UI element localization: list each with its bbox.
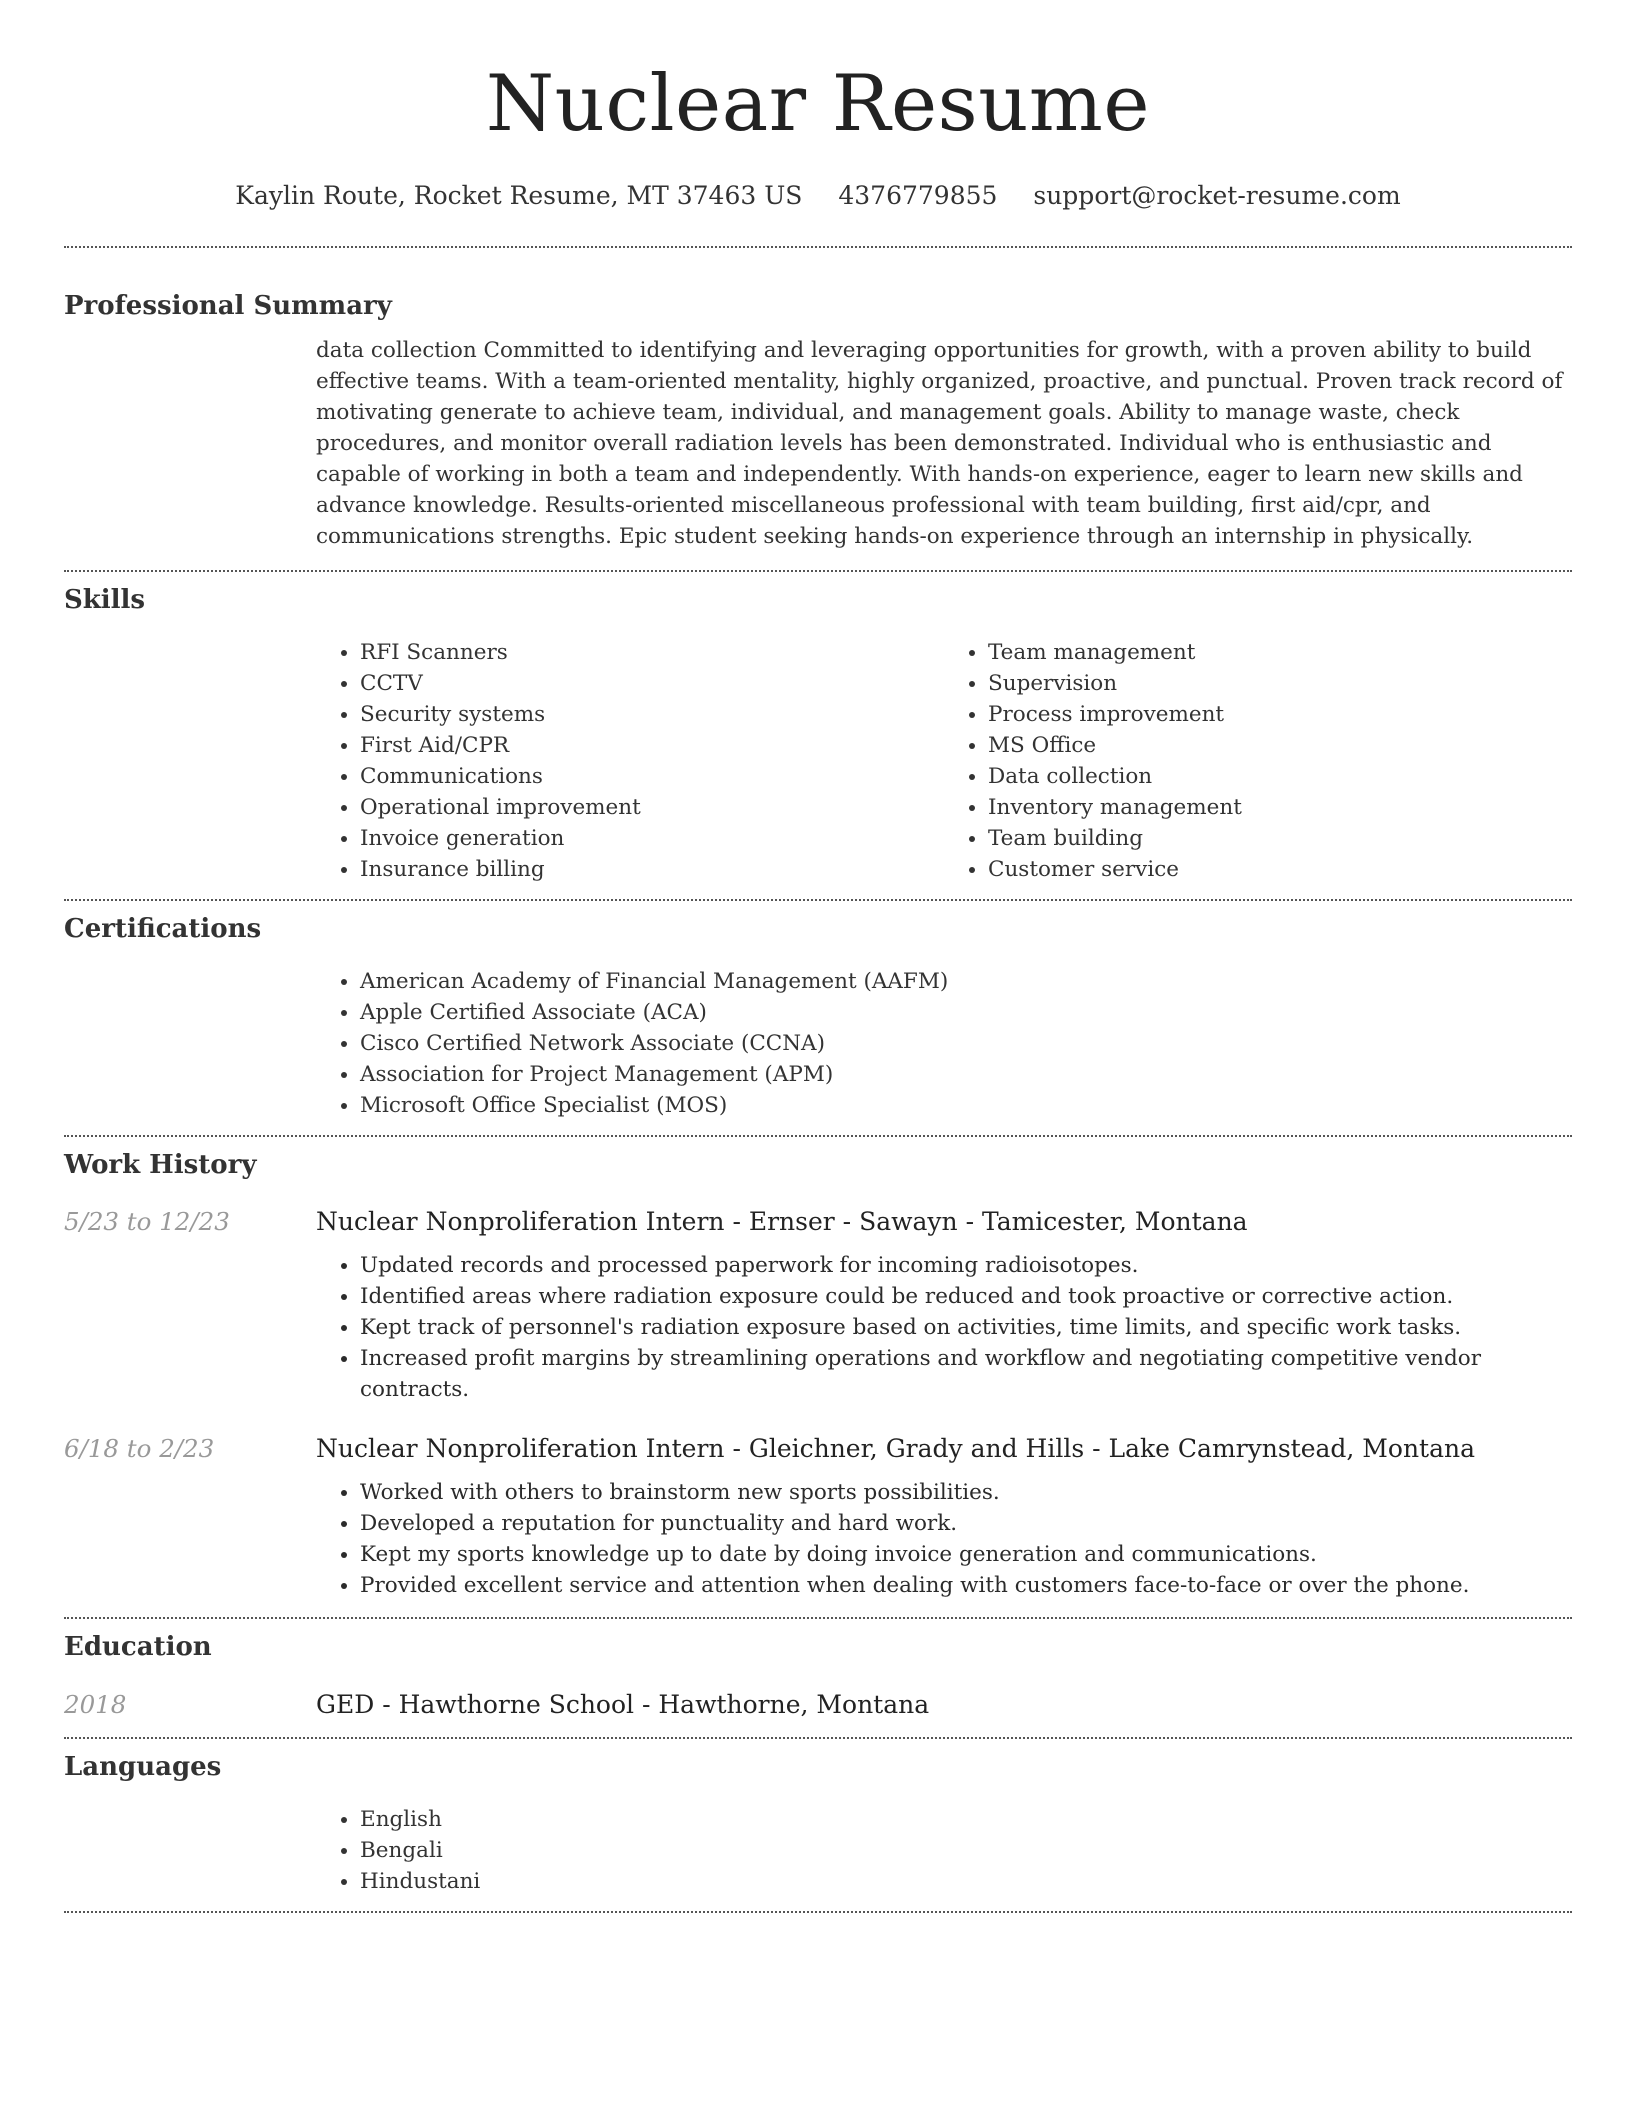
- languages-section: [64, 1739, 1572, 1897]
- list-item: • Provided excellent service and attention when dealing with customers face-to-face or over the phone.: [360, 1570, 1572, 1601]
- list-item: • Security systems: [360, 699, 944, 730]
- education-entry: [64, 1687, 1572, 1723]
- list-item: • Cisco Certified Network Associate (CCNA): [360, 1028, 1572, 1059]
- summary-section: [64, 248, 1572, 552]
- education-degree: GED - Hawthorne School - Hawthorne, Montana: [316, 1690, 930, 1719]
- list-item: • Developed a reputation for punctuality and hard work.: [360, 1508, 1572, 1539]
- list-item: • Team management: [988, 637, 1572, 668]
- languages-body: [316, 1804, 1572, 1897]
- list-item: • Identified areas where radiation exposure could be reduced and took proactive or corrective action.: [360, 1281, 1572, 1312]
- contact-line: [64, 178, 1572, 214]
- list-item: • Kept my sports knowledge up to date by doing invoice generation and communications.: [360, 1539, 1572, 1570]
- job-duties-list: [316, 1250, 1572, 1405]
- contact-email: support@rocket-resume.com: [1033, 181, 1401, 210]
- resume-name: Nuclear Resume: [485, 59, 1151, 149]
- list-item: • Process improvement: [988, 699, 1572, 730]
- job-entry: [64, 1431, 1572, 1601]
- skills-list-right: [944, 637, 1572, 885]
- job-duties: [316, 1250, 1572, 1405]
- list-item: • Operational improvement: [360, 792, 944, 823]
- job-header: [64, 1204, 1572, 1240]
- certifications-list: [316, 966, 1572, 1121]
- list-item: • Microsoft Office Specialist (MOS): [360, 1090, 1572, 1121]
- skills-heading: Skills: [64, 585, 146, 615]
- languages-heading: Languages: [64, 1752, 222, 1782]
- education-section: [64, 1619, 1572, 1723]
- job-header: [64, 1431, 1572, 1467]
- contact-address: Kaylin Route, Rocket Resume, MT 37463 US: [235, 181, 803, 210]
- list-item: • Insurance billing: [360, 854, 944, 885]
- job-title: Nuclear Nonproliferation Intern - Gleichner, Grady and Hills - Lake Camrynstead, Montana: [316, 1434, 1476, 1463]
- divider: [64, 1911, 1572, 1913]
- list-item: • CCTV: [360, 668, 944, 699]
- list-item: • Kept track of personnel's radiation exposure based on activities, time limits, and specific work tasks.: [360, 1312, 1572, 1343]
- list-item: • Worked with others to brainstorm new sports possibilities.: [360, 1477, 1572, 1508]
- job-duties-list: [316, 1477, 1572, 1601]
- skills-list-left: [316, 637, 944, 885]
- list-item: • Increased profit margins by streamlining operations and workflow and negotiating competitive vendor contracts.: [360, 1343, 1572, 1405]
- list-item: • Bengali: [360, 1835, 1572, 1866]
- list-item: • Customer service: [988, 854, 1572, 885]
- list-item: • Communications: [360, 761, 944, 792]
- list-item: • Apple Certified Associate (ACA): [360, 997, 1572, 1028]
- list-item: • English: [360, 1804, 1572, 1835]
- job-duties: [316, 1477, 1572, 1601]
- contact-phone: 4376779855: [838, 181, 998, 210]
- summary-heading: Professional Summary: [64, 291, 392, 321]
- list-item: • First Aid/CPR: [360, 730, 944, 761]
- summary-text: data collection Committed to identifying and leveraging opportunities for growth, with a proven ability to build effective teams. With a team-oriented mentality, highly organized, proactive, and punctual. Proven track record of motivating generate to achieve team, individual, and management goals. Ability to manage waste, check procedures, and monitor overall radiation levels has been demonstrated. Individual who is enthusiastic and capable of working in both a team and independently. With hands-on experience, eager to learn new skills and advance knowledge. Results-oriented miscellaneous professional with team building, first aid/cpr, and communications strengths. Epic student seeking hands-on experience through an internship in physically.: [316, 338, 1563, 549]
- list-item: • Supervision: [988, 668, 1572, 699]
- work-heading: Work History: [64, 1150, 257, 1180]
- education-year: 2018: [64, 1690, 127, 1719]
- languages-list: [316, 1804, 1572, 1897]
- work-section: [64, 1137, 1572, 1601]
- job-dates: 6/18 to 2/23: [64, 1434, 215, 1463]
- list-item: • Data collection: [988, 761, 1572, 792]
- list-item: • Updated records and processed paperwork for incoming radioisotopes.: [360, 1250, 1572, 1281]
- resume-page: [64, 0, 1572, 1913]
- job-entry: [64, 1204, 1572, 1405]
- skills-columns: [316, 637, 1572, 885]
- job-dates: 5/23 to 12/23: [64, 1207, 230, 1236]
- list-item: • Association for Project Management (APM): [360, 1059, 1572, 1090]
- skills-section: [64, 572, 1572, 885]
- list-item: • Inventory management: [988, 792, 1572, 823]
- list-item: • Hindustani: [360, 1866, 1572, 1897]
- summary-body: [316, 335, 1572, 552]
- education-heading: Education: [64, 1632, 212, 1662]
- list-item: • Team building: [988, 823, 1572, 854]
- certifications-section: [64, 901, 1572, 1121]
- list-item: • American Academy of Financial Management (AAFM): [360, 966, 1572, 997]
- certifications-body: [316, 966, 1572, 1121]
- certifications-heading: Certifications: [64, 914, 262, 944]
- job-title: Nuclear Nonproliferation Intern - Ernser - Sawayn - Tamicester, Montana: [316, 1207, 1248, 1236]
- list-item: • RFI Scanners: [360, 637, 944, 668]
- list-item: • Invoice generation: [360, 823, 944, 854]
- list-item: • MS Office: [988, 730, 1572, 761]
